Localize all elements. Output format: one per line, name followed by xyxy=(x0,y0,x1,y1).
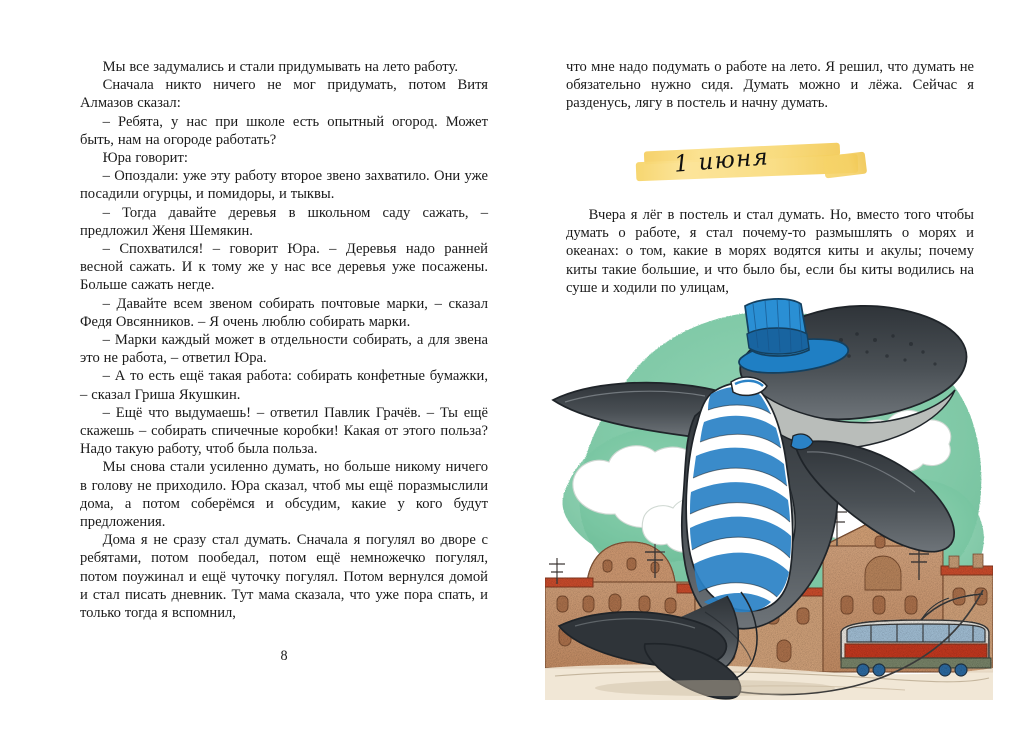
paragraph: Сначала никто ничего не мог придумать, потом Витя Алмазов сказал: xyxy=(80,77,488,112)
paragraph: что мне надо подумать о работе на лето. Я решил, что думать не обязательно нужно сидя. Думать можно и лёжа. Сейчас я разденусь, лягу в постель и начну думать. xyxy=(566,59,974,112)
page-number: 8 xyxy=(280,648,288,664)
paragraph: – А то есть ещё такая работа: собирать конфетные бумажки, – сказал Гриша Якушкин. xyxy=(80,368,488,403)
handwritten-date: 1 июня xyxy=(673,144,770,178)
highlighter-stroke-tail xyxy=(823,152,867,179)
right-text-column-lower xyxy=(566,206,974,297)
right-text-column xyxy=(566,58,974,113)
paragraph: – Давайте всем звеном собирать почтовые марки, – сказал Федя Овсянников. – Я очень люблю собирать марки. xyxy=(80,295,488,330)
paragraph: – Опоздали: уже эту работу второе звено захватило. Они уже посадили огурцы, и помидоры, и тыквы. xyxy=(80,168,488,203)
whale-illustration xyxy=(545,296,993,700)
ground-shadow xyxy=(595,680,835,696)
paragraph: – Марки каждый может в отдельности собирать, а для звена это не работа, – ответил Юра. xyxy=(80,332,488,367)
paragraph: Мы снова стали усиленно думать, но больше никому ничего в голову не приходило. Юра сказал, чтоб мы ещё поразмыслили дома, а потом соберёмся и обсудим, какие у кого будут предложения. xyxy=(80,459,488,531)
paragraph: – Тогда давайте деревья в школьном саду сажать, – предложил Женя Шемякин. xyxy=(80,204,488,239)
paragraph: – Ребята, у нас при школе есть опытный огород. Может быть, нам на огороде работать? xyxy=(80,113,488,148)
paragraph: – Спохватился! – говорит Юра. – Деревья надо ранней весной сажать. И к тому же у нас все деревья уже посажены. Больше сажать негде. xyxy=(80,241,488,294)
paragraph: Вчера я лёг в постель и стал думать. Но, вместо того чтобы думать о работе, я стал почему-то размышлять о морях и океанах: о том, какие в морях водятся киты и акулы; почему киты такие большие, и что было бы, если бы киты водились на суше и ходили по улицам, xyxy=(566,207,974,296)
paragraph: – Ещё что выдумаешь! – ответил Павлик Грачёв. – Ты ещё скажешь – собирать спичечные коробки! Какая от этого польза? Надо такую работу, чтоб была польза. xyxy=(80,404,488,458)
left-text-column xyxy=(80,58,488,622)
paragraph: Мы все задумались и стали придумывать на лето работу. xyxy=(102,59,458,75)
date-heading-block xyxy=(566,138,974,194)
paragraph: Юра говорит: xyxy=(102,150,188,167)
paragraph: Дома я не сразу стал думать. Сначала я погулял во дворе с ребятами, потом пообедал, потом ещё немножечко погулял, потом поужинал и ещё чуточку погулял. Потом вернулся домой и стал писать дневник. Тут мама сказала, что уже пора спать, и только тогда я вспомнил, xyxy=(80,532,488,622)
